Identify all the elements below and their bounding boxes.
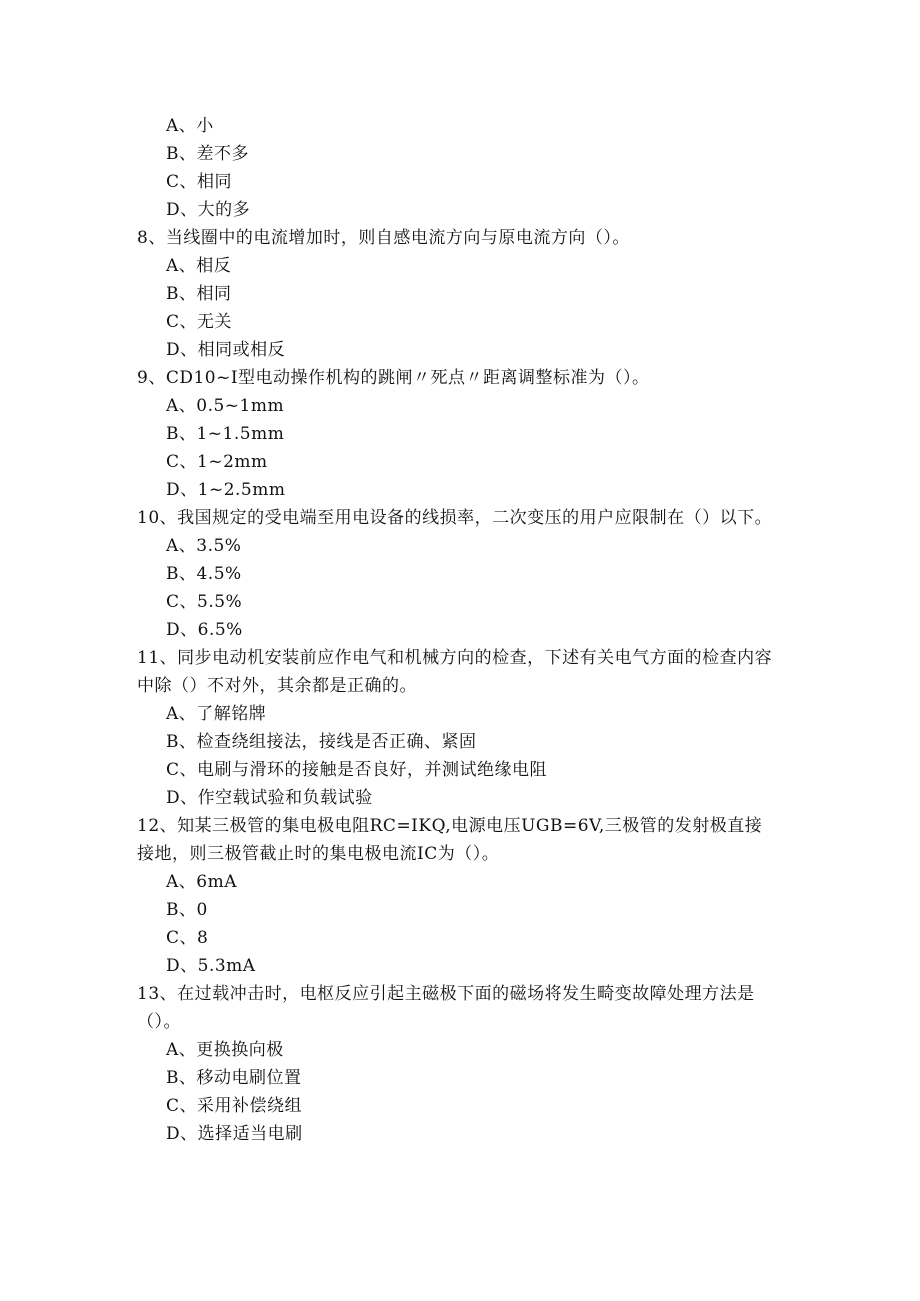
question-text: 9、CD10~I型电动操作机构的跳闸〃死点〃距离调整标准为（）。 — [137, 368, 650, 388]
option-b: B、0 — [166, 900, 208, 920]
option-c: C、1~2mm — [166, 452, 268, 472]
option-b: B、检查绕组接法，接线是否正确、紧固 — [166, 732, 477, 752]
option-a: A、0.5~1mm — [166, 396, 285, 416]
question-7-options — [0, 112, 920, 224]
option-d: D、大的多 — [166, 200, 251, 220]
option-a: A、了解铭牌 — [166, 704, 267, 724]
option-d: D、作空载试验和负载试验 — [166, 788, 373, 808]
option-b: B、1~1.5mm — [166, 424, 285, 444]
option-d: D、选择适当电刷 — [166, 1124, 303, 1144]
option-c: C、5.5% — [166, 592, 243, 612]
question-text: 13、在过载冲击时，电枢反应引起主磁极下面的磁场将发生畸变故障处理方法是（）。 — [137, 984, 755, 1032]
question-11 — [0, 644, 920, 812]
option-a: A、小 — [166, 116, 214, 136]
question-12 — [0, 812, 920, 980]
question-9 — [0, 364, 920, 504]
option-b: B、移动电刷位置 — [166, 1068, 302, 1088]
option-d: D、6.5% — [166, 620, 243, 640]
option-a: A、更换换向极 — [166, 1040, 284, 1060]
option-c: C、相同 — [166, 172, 233, 192]
option-c: C、8 — [166, 928, 209, 948]
option-b: B、相同 — [166, 284, 232, 304]
question-text: 11、同步电动机安装前应作电气和机械方向的检查，下述有关电气方面的检查内容中除（）不对外，其余都是正确的。 — [137, 648, 773, 696]
option-c: C、采用补偿绕组 — [166, 1096, 303, 1116]
question-13 — [0, 980, 920, 1148]
option-d: D、相同或相反 — [166, 340, 286, 360]
question-8 — [0, 224, 920, 364]
option-d: D、5.3mA — [166, 956, 256, 976]
question-text: 8、当线圈中的电流增加时，则自感电流方向与原电流方向（）。 — [137, 228, 630, 248]
option-b: B、4.5% — [166, 564, 242, 584]
option-a: A、相反 — [166, 256, 232, 276]
question-text: 10、我国规定的受电端至用电设备的线损率，二次变压的用户应限制在（）以下。 — [137, 508, 773, 528]
question-text: 12、知某三极管的集电极电阻RC=IKQ,电源电压UGB=6V,三极管的发射极直接接地，则三极管截止时的集电极电流IC为（）。 — [137, 816, 763, 864]
option-b: B、差不多 — [166, 144, 249, 164]
option-c: C、电刷与滑环的接触是否良好，并测试绝缘电阻 — [166, 760, 548, 780]
option-a: A、6mA — [166, 872, 237, 892]
document-page — [0, 112, 920, 1148]
option-d: D、1~2.5mm — [166, 480, 286, 500]
option-c: C、无关 — [166, 312, 233, 332]
question-10 — [0, 504, 920, 644]
option-a: A、3.5% — [166, 536, 242, 556]
